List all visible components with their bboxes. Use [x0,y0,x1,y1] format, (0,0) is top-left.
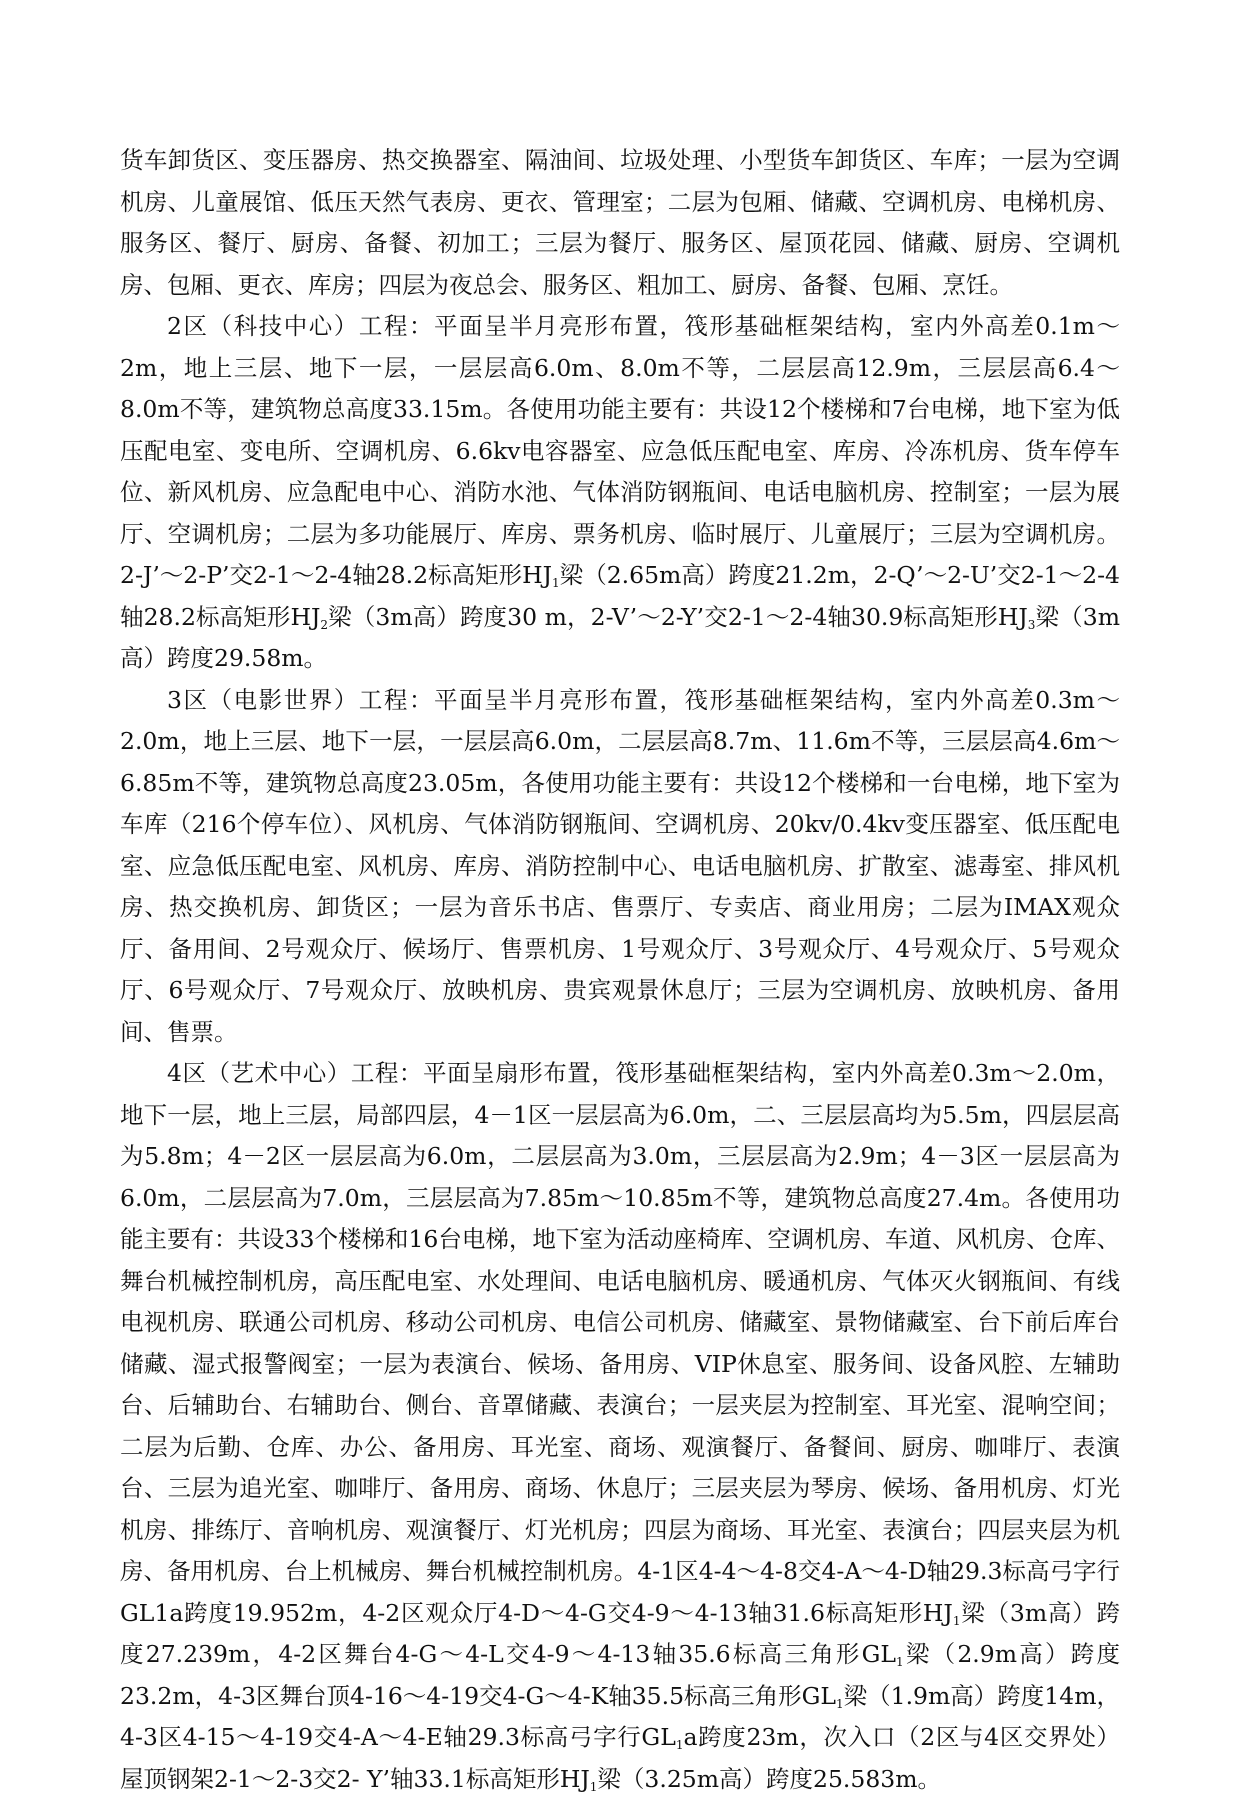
paragraph-1-continuation [120,140,1120,306]
subscript: 2 [320,617,329,632]
paragraph-zone-3-cinema-world [120,680,1120,1054]
subscript: 1 [835,1696,844,1711]
paragraph-zone-2-science-center [120,306,1120,680]
subscript: 1 [552,576,560,590]
subscript: 3 [1027,617,1036,632]
paragraph-zone-4-art-center [120,1053,1120,1800]
text-run: 梁（2.65m高）跨度21.2m，2-Q’～2-U’交2-1～2-4轴28.2标高矩形HJ [120,561,1120,631]
text-run: 梁（3m高）跨度30 m，2-V’～2-Y’交2-1～2-4轴30.9标高矩形HJ [328,602,1028,631]
text-run: 3区（电影世界）工程：平面呈半月亮形布置，筏形基础框架结构，室内外高差0.3m～2.0m，地上三层、地下一层，一层层高6.0m，二层层高8.7m、11.6m不等，三层层高4.6m～6.85m不等，建筑物总高度23.05m，各使用功能主要有：共设12个楼梯和一台电梯，地下室为车库（216个停车位）、风机房、气体消防钢瓶间、空调机房、20kv/0.4kv变压器室、低压配电室、应急低压配电室、风机房、库房、消防控制中心、电话电脑机房、扩散室、滤毒室、排风机房、热交换机房、卸货区；一层为音乐书店、售票厅、专卖店、商业用房；二层为IMAX观众厅、备用间、2号观众厅、候场厅、售票机房、1号观众厅、3号观众厅、4号观众厅、5号观众厅、6号观众厅、7号观众厅、放映机房、贵宾观景休息厅；三层为空调机房、放映机房、备用间、售票。 [120,685,1120,1046]
text-run: 梁（1.9m高）跨度14m，4-3区4-15～4-19交4-A～4-E轴29.3标高弓字行GL [120,1681,1120,1751]
text-run: 梁（2.9m高）跨度23.2m，4-3区舞台顶4-16～4-19交4-G～4-K轴35.5标高三角形GL [120,1640,1120,1710]
subscript: 1 [589,1779,598,1794]
text-run: 2区（科技中心）工程：平面呈半月亮形布置，筏形基础框架结构，室内外高差0.1m～2m，地上三层、地下一层，一层层高6.0m、8.0m不等，二层层高12.9m，三层层高6.4～8.0m不等，建筑物总高度33.15m。各使用功能主要有：共设12个楼梯和7台电梯，地下室为低压配电室、变电所、空调机房、6.6kv电容器室、应急低压配电室、库房、冷冻机房、货车停车位、新风机房、应急配电中心、消防水池、气体消防钢瓶间、电话电脑机房、控制室；一层为展厅、空调机房；二层为多功能展厅、库房、票务机房、临时展厅、儿童展厅；三层为空调机房。2-J’～2-P’交2-1～2-4轴28.2标高矩形HJ [120,312,1120,589]
subscript: 1 [952,1613,961,1628]
text-run: 梁（3.25m高）跨度25.583m。 [597,1764,942,1793]
text-run: 梁（3m高）跨度29.58m。 [120,602,1120,672]
text-run: 货车卸货区、变压器房、热交换器室、隔油间、垃圾处理、小型货车卸货区、车库；一层为空调机房、儿童展馆、低压天然气表房、更衣、管理室；二层为包厢、储藏、空调机房、电梯机房、服务区、餐厅、厨房、备餐、初加工；三层为餐厅、服务区、屋顶花园、储藏、厨房、空调机房、包厢、更衣、库房；四层为夜总会、服务区、粗加工、厨房、备餐、包厢、烹饪。 [120,146,1120,299]
text-run: a跨度23m，次入口（2区与4区交界处）屋顶钢架2-1～2-3交2- Y’轴33.1标高矩形HJ [120,1723,1120,1793]
subscript: 1 [895,1655,904,1669]
document-body [120,140,1120,1800]
text-run: 4区（艺术中心）工程：平面呈扇形布置，筏形基础框架结构，室内外高差0.3m～2.0m，地下一层，地上三层，局部四层，4－1区一层层高为6.0m，二、三层层高均为5.5m，四层层高为5.8m；4－2区一层层高为6.0m，二层层高为3.0m，三层层高为2.9m；4－3区一层层高为6.0m，二层层高为7.0m，三层层高为7.85m～10.85m不等，建筑物总高度27.4m。各使用功能主要有：共设33个楼梯和16台电梯，地下室为活动座椅库、空调机房、车道、风机房、仓库、舞台机械控制机房，高压配电室、水处理间、电话电脑机房、暖通机房、气体灭火钢瓶间、有线电视机房、联通公司机房、移动公司机房、电信公司机房、储藏室、景物储藏室、台下前后库台储藏、湿式报警阀室；一层为表演台、候场、备用房、VIP休息室、服务间、设备风腔、左辅助台、后辅助台、右辅助台、侧台、音罩储藏、表演台；一层夹层为控制室、耳光室、混响空间；二层为后勤、仓库、办公、备用房、耳光室、商场、观演餐厅、备餐间、厨房、咖啡厅、表演台、三层为追光室、咖啡厅、备用房、商场、休息厅；三层夹层为琴房、候场、备用机房、灯光机房、排练厅、音响机房、观演餐厅、灯光机房；四层为商场、耳光室、表演台；四层夹层为机房、备用机房、台上机械房、舞台机械控制机房。4-1区4-4～4-8交4-A～4-D轴29.3标高弓字行GL1a跨度19.952m，4-2区观众厅4-D～4-G交4-9～4-13轴31.6标高矩形HJ [120,1059,1120,1627]
text-run: 梁（3m高）跨度27.239m，4-2区舞台4-G～4-L交4-9～4-13轴35.6标高三角形GL [120,1598,1120,1668]
subscript: 1 [675,1738,684,1752]
